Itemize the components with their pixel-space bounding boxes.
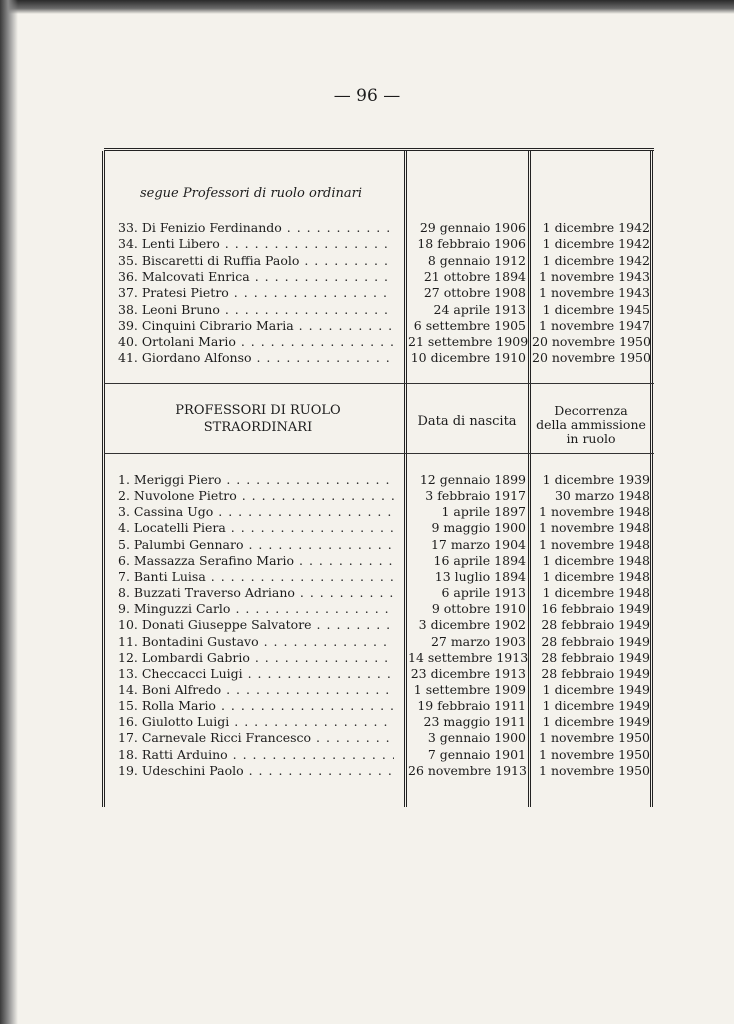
person-name: 35. Biscaretti di Ruffia Paolo . . . (118, 253, 394, 269)
table-row (0, 617, 734, 633)
birth-date: 21 settembre 1909 (408, 334, 529, 350)
birth-date: 3 dicembre 1902 (418, 617, 526, 633)
table-row (0, 634, 734, 650)
birth-date: 13 luglio 1894 (434, 568, 526, 584)
appointment-date: 1 novembre 1948 (539, 520, 650, 536)
table-row (0, 269, 734, 285)
person-name: 1. Meriggi Piero . . . (118, 472, 394, 488)
appointment-date: 20 novembre 1950 (532, 350, 651, 366)
person-name: 41. Giordano Alfonso . . . (118, 350, 394, 366)
appointment-date: 1 novembre 1948 (539, 504, 650, 520)
birth-date: 7 gennaio 1901 (427, 746, 526, 762)
birth-date: 3 febbraio 1917 (425, 488, 526, 504)
appointment-date: 1 dicembre 1948 (542, 585, 650, 601)
appointment-date: 30 marzo 1948 (554, 488, 650, 504)
column-header-since-line1: Decorrenza (554, 403, 628, 418)
table-row (0, 236, 734, 252)
person-name: 37. Pratesi Pietro . . . (118, 285, 394, 301)
appointment-date: 1 novembre 1943 (539, 285, 650, 301)
birth-date: 10 dicembre 1910 (410, 350, 526, 366)
person-name: 4. Locatelli Piera . . . (118, 520, 394, 536)
person-name: 17. Carnevale Ricci Francesco . . . (118, 730, 394, 746)
birth-date: 3 gennaio 1900 (427, 730, 526, 746)
column-header-since-line3: in ruolo (566, 431, 616, 446)
column-header-since-line2: della ammissione (536, 417, 646, 432)
appointment-date: 1 novembre 1950 (539, 746, 650, 762)
person-name: 11. Bontadini Gustavo . . . (118, 634, 394, 650)
table-row (0, 747, 734, 763)
birth-date: 12 gennaio 1899 (419, 472, 526, 487)
page-number: — 96 — (333, 86, 401, 106)
table-row (0, 318, 734, 334)
person-name: 7. Banti Luisa . . . (118, 569, 394, 585)
person-name: 2. Nuvolone Pietro . . . (118, 488, 394, 504)
birth-date: 23 dicembre 1913 (410, 665, 526, 681)
person-name: 12. Lombardi Gabrio . . . (118, 650, 394, 666)
person-name: 18. Ratti Arduino . . . (118, 747, 394, 763)
appointment-date: 28 febbraio 1949 (541, 633, 650, 649)
appointment-date: 1 dicembre 1942 (542, 220, 650, 235)
table-row (0, 585, 734, 601)
appointment-date: 1 dicembre 1948 (542, 552, 650, 568)
person-name: 16. Giulotto Luigi . . . (118, 714, 394, 730)
appointment-date: 1 dicembre 1942 (542, 236, 650, 252)
person-name: 39. Cinquini Cibrario Maria . . . (118, 318, 394, 334)
table-row (0, 488, 734, 504)
appointment-date: 1 dicembre 1945 (542, 301, 650, 317)
appointment-date: 1 dicembre 1939 (542, 472, 650, 487)
appointment-date: 28 febbraio 1949 (541, 617, 650, 633)
table-row (0, 682, 734, 698)
appointment-date: 1 dicembre 1949 (542, 698, 650, 714)
person-name: 8. Buzzati Traverso Adriano . . . (118, 585, 394, 601)
table-row (0, 763, 734, 779)
birth-date: 17 marzo 1904 (430, 536, 526, 552)
birth-date: 1 aprile 1897 (441, 504, 526, 520)
birth-date: 14 settembre 1913 (408, 649, 529, 665)
scan-edge-top (0, 0, 734, 14)
person-name: 15. Rolla Mario . . . (118, 698, 394, 714)
appointment-date: 20 novembre 1950 (532, 334, 651, 350)
person-name: 10. Donati Giuseppe Salvatore . . . (118, 617, 394, 633)
table-row (0, 334, 734, 350)
table-row (0, 666, 734, 682)
table-row (0, 472, 734, 488)
table-row (0, 504, 734, 520)
person-name: 6. Massazza Serafino Mario . . . (118, 553, 394, 569)
table-row (0, 601, 734, 617)
appointment-date: 1 novembre 1947 (539, 317, 650, 333)
table-row (0, 253, 734, 269)
header-divider (104, 453, 654, 454)
birth-date: 9 ottobre 1910 (431, 601, 526, 617)
person-name: 19. Udeschini Paolo . . . (118, 763, 394, 779)
appointment-date: 1 dicembre 1948 (542, 568, 650, 584)
birth-date: 6 aprile 1913 (441, 585, 526, 601)
person-name: 34. Lenti Libero . . . (118, 236, 394, 252)
table-row (0, 537, 734, 553)
person-name: 3. Cassina Ugo . . . (118, 504, 394, 520)
section-divider-top (104, 383, 654, 384)
person-name: 5. Palumbi Gennaro . . . (118, 537, 394, 553)
birth-date: 8 gennaio 1912 (427, 252, 526, 268)
table-row (0, 730, 734, 746)
appointment-date: 1 novembre 1950 (539, 762, 650, 778)
person-name: 36. Malcovati Enrica . . . (118, 269, 394, 285)
birth-date: 16 aprile 1894 (433, 552, 526, 568)
table-row (0, 520, 734, 536)
table-row (0, 220, 734, 236)
table-row (0, 302, 734, 318)
birth-date: 6 settembre 1905 (413, 317, 526, 333)
appointment-date: 28 febbraio 1949 (541, 665, 650, 681)
person-name: 14. Boni Alfredo . . . (118, 682, 394, 698)
birth-date: 9 maggio 1900 (431, 520, 526, 536)
person-name: 33. Di Fenizio Ferdinando . . . (118, 220, 394, 236)
table-row (0, 569, 734, 585)
appointment-date: 16 febbraio 1949 (541, 601, 650, 617)
person-name: 40. Ortolani Mario . . . (118, 334, 394, 350)
person-name: 38. Leoni Bruno . . . (118, 302, 394, 318)
appointment-date: 28 febbraio 1949 (541, 649, 650, 665)
birth-date: 19 febbraio 1911 (417, 698, 526, 714)
table-row (0, 698, 734, 714)
appointment-date: 1 novembre 1943 (539, 268, 650, 284)
appointment-date: 1 dicembre 1949 (542, 681, 650, 697)
birth-date: 26 novembre 1913 (408, 762, 527, 778)
column-header-since (532, 404, 650, 446)
person-name: 9. Minguzzi Carlo . . . (118, 601, 394, 617)
table-row (0, 285, 734, 301)
birth-date: 1 settembre 1909 (413, 681, 526, 697)
table-row (0, 553, 734, 569)
table-row (0, 350, 734, 366)
birth-date: 24 aprile 1913 (433, 301, 526, 317)
table-row (0, 714, 734, 730)
straordinari-title (118, 402, 398, 436)
column-header-birth: Data di nascita (417, 414, 517, 429)
appointment-date: 1 novembre 1948 (539, 536, 650, 552)
birth-date: 21 ottobre 1894 (423, 268, 526, 284)
ordinari-subtitle: segue Professori di ruolo ordinari (140, 186, 363, 201)
appointment-date: 1 novembre 1950 (539, 730, 650, 746)
straordinari-title-line2: STRAORDINARI (203, 420, 313, 435)
straordinari-title-line1: PROFESSORI DI RUOLO (175, 403, 341, 418)
birth-date: 18 febbraio 1906 (417, 236, 526, 252)
appointment-date: 1 dicembre 1942 (542, 252, 650, 268)
birth-date: 27 ottobre 1908 (423, 285, 526, 301)
birth-date: 27 marzo 1903 (430, 633, 526, 649)
table-row (0, 650, 734, 666)
birth-date: 29 gennaio 1906 (419, 220, 526, 235)
person-name: 13. Checcacci Luigi . . . (118, 666, 394, 682)
appointment-date: 1 dicembre 1949 (542, 714, 650, 730)
birth-date: 23 maggio 1911 (423, 714, 526, 730)
